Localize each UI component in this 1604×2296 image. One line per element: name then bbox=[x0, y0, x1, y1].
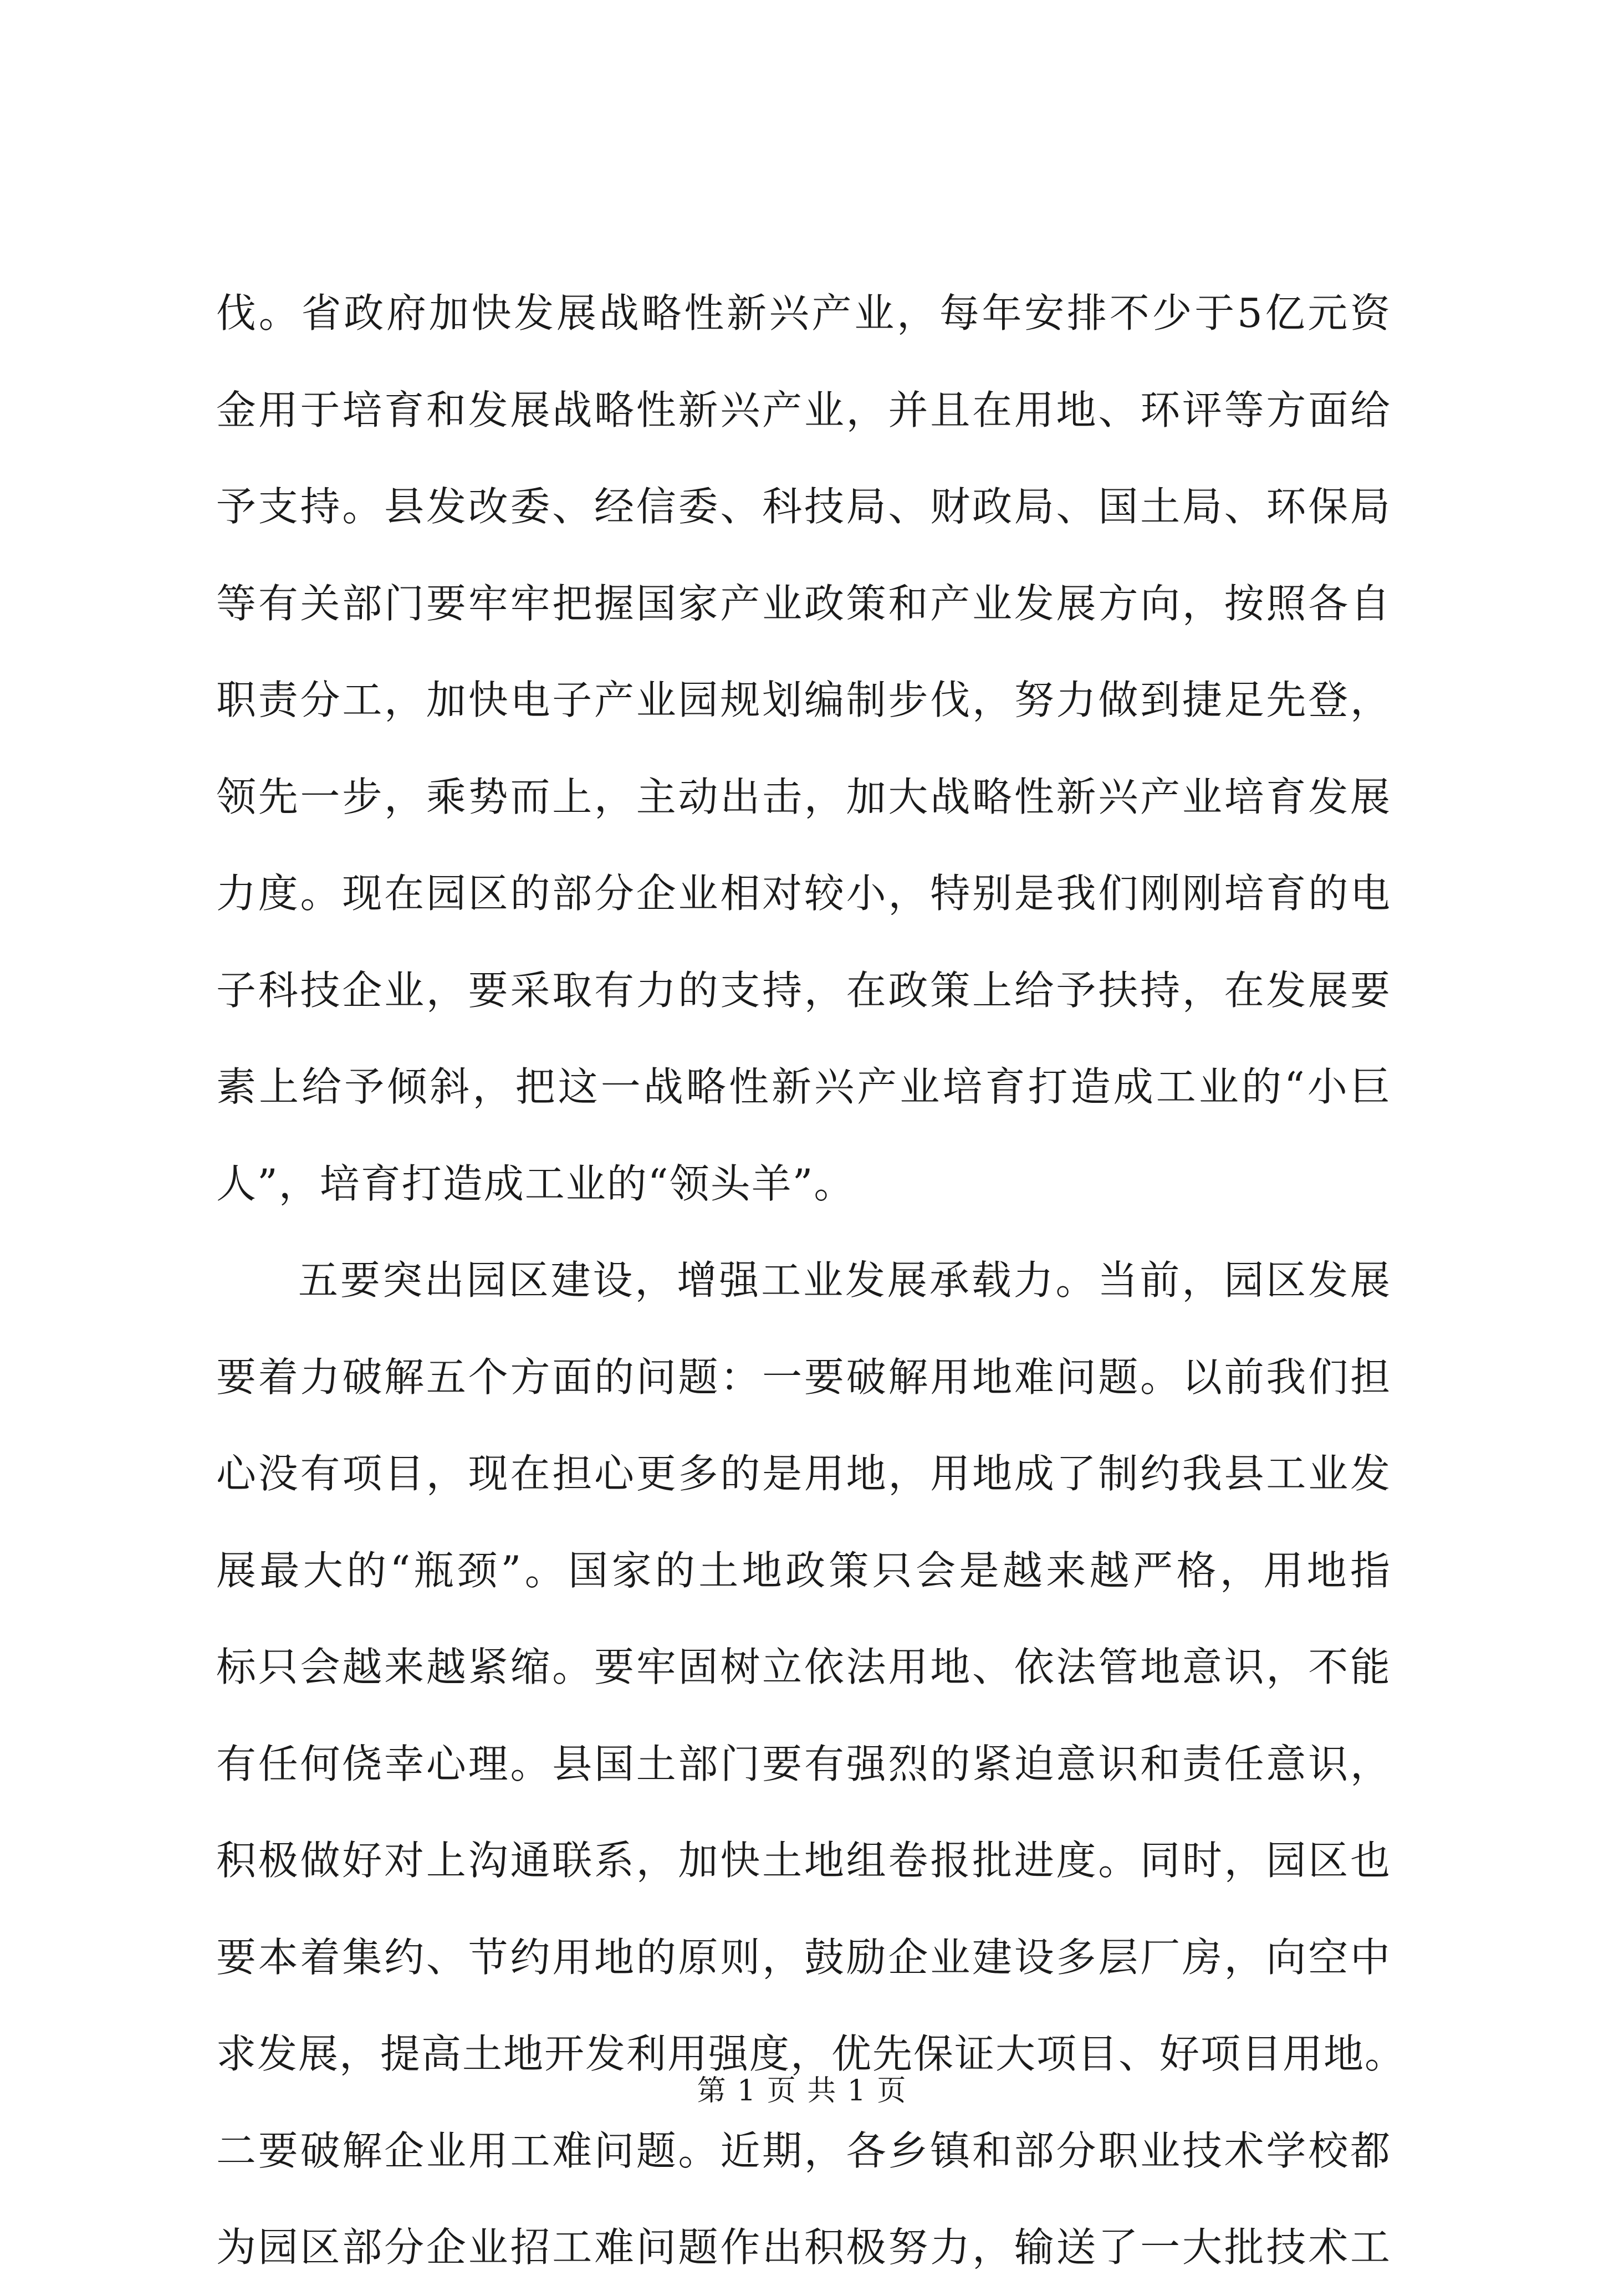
page-footer: 第 1 页 共 1 页 bbox=[697, 2074, 907, 2108]
text-line: 心没有项目，现在担心更多的是用地，用地成了制约我县工业发 bbox=[216, 1450, 1391, 1497]
text-line: 子科技企业，要采取有力的支持，在政策上给予扶持，在发展要 bbox=[216, 967, 1391, 1014]
body-text bbox=[216, 265, 1406, 2296]
text-line: 伐。省政府加快发展战略性新兴产业，每年安排不少于5亿元资 bbox=[216, 290, 1391, 336]
text-line: 标只会越来越紧缩。要牢固树立依法用地、依法管地意识，不能 bbox=[216, 1644, 1391, 1690]
text-line: 展最大的“瓶颈”。国家的土地政策只会是越来越严格，用地指 bbox=[216, 1547, 1391, 1594]
text-line: 积极做好对上沟通联系，加快土地组卷报批进度。同时，园区也 bbox=[216, 1837, 1391, 1884]
text-line: 求发展，提高土地开发利用强度，优先保证大项目、好项目用地。 bbox=[216, 2031, 1406, 2077]
text-line: 领先一步，乘势而上，主动出击，加大战略性新兴产业培育发展 bbox=[216, 773, 1391, 820]
text-line: 予支持。县发改委、经信委、科技局、财政局、国土局、环保局 bbox=[216, 483, 1391, 530]
text-line: 职责分工，加快电子产业园规划编制步伐，努力做到捷足先登， bbox=[216, 677, 1391, 723]
text-line: 素上给予倾斜，把这一战略性新兴产业培育打造成工业的“小巨 bbox=[216, 1063, 1391, 1110]
paragraph-first-line: 五要突出园区建设，增强工业发展承载力。当前，园区发展 bbox=[298, 1257, 1391, 1303]
text-line: 要着力破解五个方面的问题：一要破解用地难问题。以前我们担 bbox=[216, 1353, 1391, 1400]
text-line: 二要破解企业用工难问题。近期，各乡镇和部分职业技术学校都 bbox=[216, 2127, 1391, 2174]
text-line: 等有关部门要牢牢把握国家产业政策和产业发展方向，按照各自 bbox=[216, 580, 1391, 627]
text-line: 人”，培育打造成工业的“领头羊”。 bbox=[216, 1160, 855, 1207]
text-line: 有任何侥幸心理。县国土部门要有强烈的紧迫意识和责任意识， bbox=[216, 1740, 1391, 1787]
text-line: 要本着集约、节约用地的原则，鼓励企业建设多层厂房，向空中 bbox=[216, 1934, 1391, 1981]
text-line: 为园区部分企业招工难问题作出积极努力，输送了一大批技术工 bbox=[216, 2224, 1391, 2271]
text-line: 金用于培育和发展战略性新兴产业，并且在用地、环评等方面给 bbox=[216, 386, 1391, 433]
text-line: 力度。现在园区的部分企业相对较小，特别是我们刚刚培育的电 bbox=[216, 870, 1391, 917]
